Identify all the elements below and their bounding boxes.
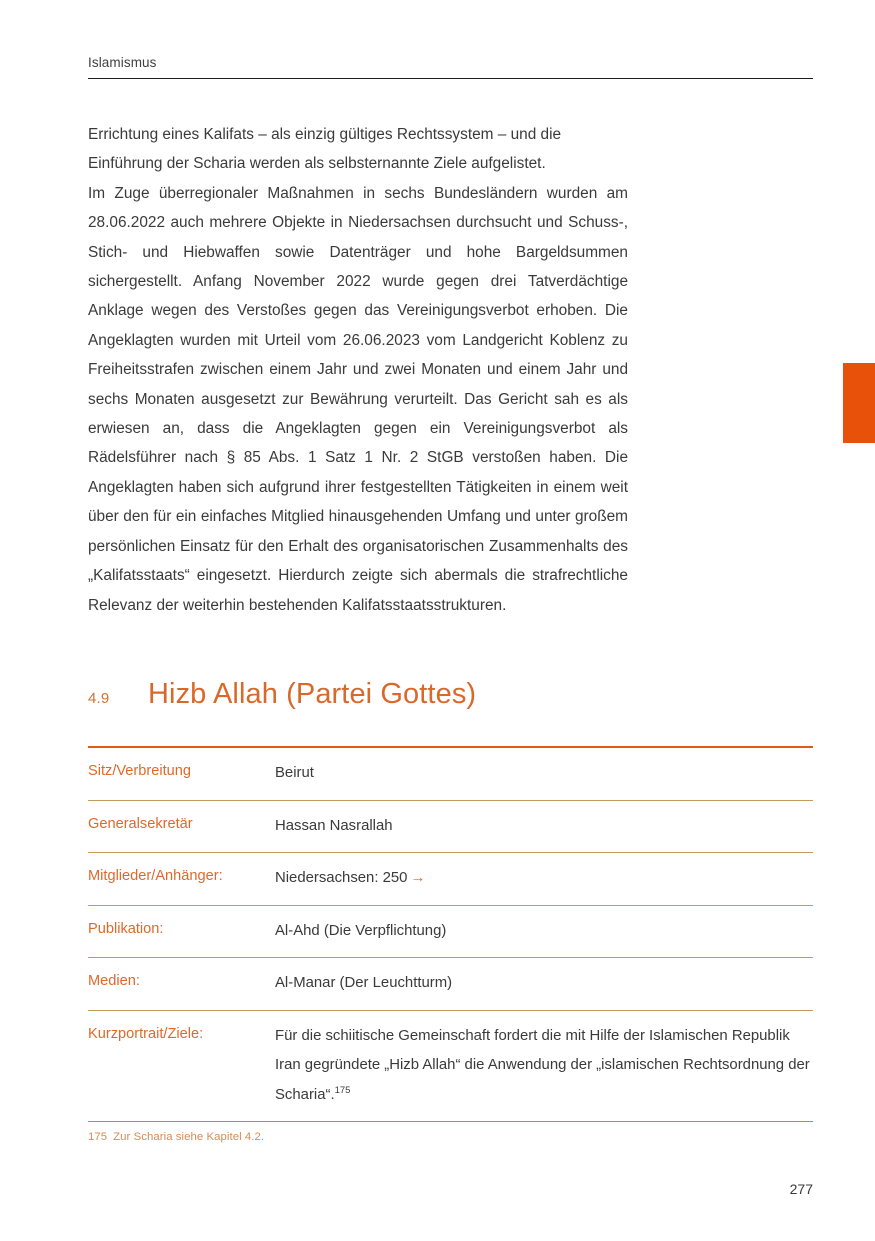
running-head-rule xyxy=(88,78,813,79)
row-value-text: Beirut xyxy=(275,765,314,781)
footnote-text: Zur Scharia siehe Kapitel 4.2. xyxy=(113,1131,265,1143)
row-value xyxy=(275,969,813,999)
footnote-number: 175 xyxy=(88,1131,108,1143)
row-value-text: Al-Manar (Der Leuchtturm) xyxy=(275,975,453,991)
running-head xyxy=(88,55,813,71)
table-row xyxy=(88,1011,813,1122)
row-value-text: Für die schiitische Gemeinschaft fordert die mit Hilfe der Islamischen Republik Iran gegründete „Hizb Allah“ die Anwendung der „islamischen Rechtsordnung der Scharia“. xyxy=(275,1027,810,1103)
row-value xyxy=(275,812,813,842)
row-value xyxy=(275,759,813,789)
row-label: Kurzportrait/Ziele: xyxy=(88,1025,204,1042)
row-value-text: Al-Ahd (Die Verpflichtung) xyxy=(275,922,447,939)
row-value xyxy=(275,864,813,894)
row-value-text: Hassan Nasrallah xyxy=(275,817,393,834)
table-row xyxy=(88,958,813,1011)
row-label: Medien: xyxy=(88,973,140,989)
row-label: Publikation: xyxy=(88,920,164,937)
footnote xyxy=(88,1131,728,1143)
running-head-label: Islamismus xyxy=(88,55,157,70)
organisation-info-table xyxy=(88,746,813,1122)
body-copy xyxy=(88,120,628,620)
chapter-thumb-tab xyxy=(843,363,875,443)
footnote-reference[interactable]: 175 xyxy=(334,1084,351,1096)
section-title: Hizb Allah (Partei Gottes) xyxy=(148,678,477,710)
row-label: Generalsekretär xyxy=(88,815,193,832)
row-value xyxy=(275,1022,813,1111)
row-value xyxy=(275,917,813,947)
row-label: Sitz/Verbreitung xyxy=(88,763,192,779)
table-row xyxy=(88,748,813,801)
body-paragraph-1: Errichtung eines Kalifats – als einzig gültiges Rechtssystem – und die Einführung der Scharia werden als selbsternannte Ziele aufgelistet. xyxy=(88,126,562,173)
table-row xyxy=(88,801,813,854)
section-number: 4.9 xyxy=(88,690,110,707)
row-label: Mitglieder/Anhänger: xyxy=(88,868,223,884)
body-paragraph-2: Im Zuge überregionaler Maßnahmen in sechs Bundesländern wurden am 28.06.2022 auch mehrere Objekte in Niedersachsen durchsucht und Schuss-, Stich- und Hiebwaffen sowie Datenträger und hohe Bargeldsummen sichergestellt. Anfang November 2022 wurde gegen drei Tatverdächtige Anklage wegen des Verstoßes gegen das Vereinigungsverbot erhoben. Die Angeklagten wurden mit Urteil vom 26.06.2023 vom Landgericht Koblenz zu Freiheitsstrafen zwischen einem Jahr und zwei Monaten und einem Jahr und sechs Monaten ausgesetzt zur Bewährung verurteilt. Das Gericht sah es als erwiesen an, dass die Angeklagten gegen ein Vereinigungsverbot als Rädelsführer nach § 85 Abs. 1 Satz 1 Nr. 2 StGB verstoßen haben. Die Angeklagten haben sich aufgrund ihrer festgestellten Tätigkeiten in einem weit über den für ein einfaches Mitglied hinausgehenden Umfang und unter großem persönlichen Einsatz für den Erhalt des organisatorischen Zusammenhalts des „Kalifatsstaats“ eingesetzt. Hierdurch zeigte sich abermals die strafrechtliche Relevanz der weiterhin bestehenden Kalifatsstaatsstrukturen. xyxy=(88,184,628,614)
row-value-text: Niedersachsen: 250 xyxy=(275,870,408,886)
page-number: 277 xyxy=(789,1181,813,1197)
table-row xyxy=(88,853,813,906)
cross-reference-arrow-icon[interactable]: → xyxy=(410,870,426,886)
section-heading xyxy=(88,678,728,711)
table-row xyxy=(88,906,813,959)
